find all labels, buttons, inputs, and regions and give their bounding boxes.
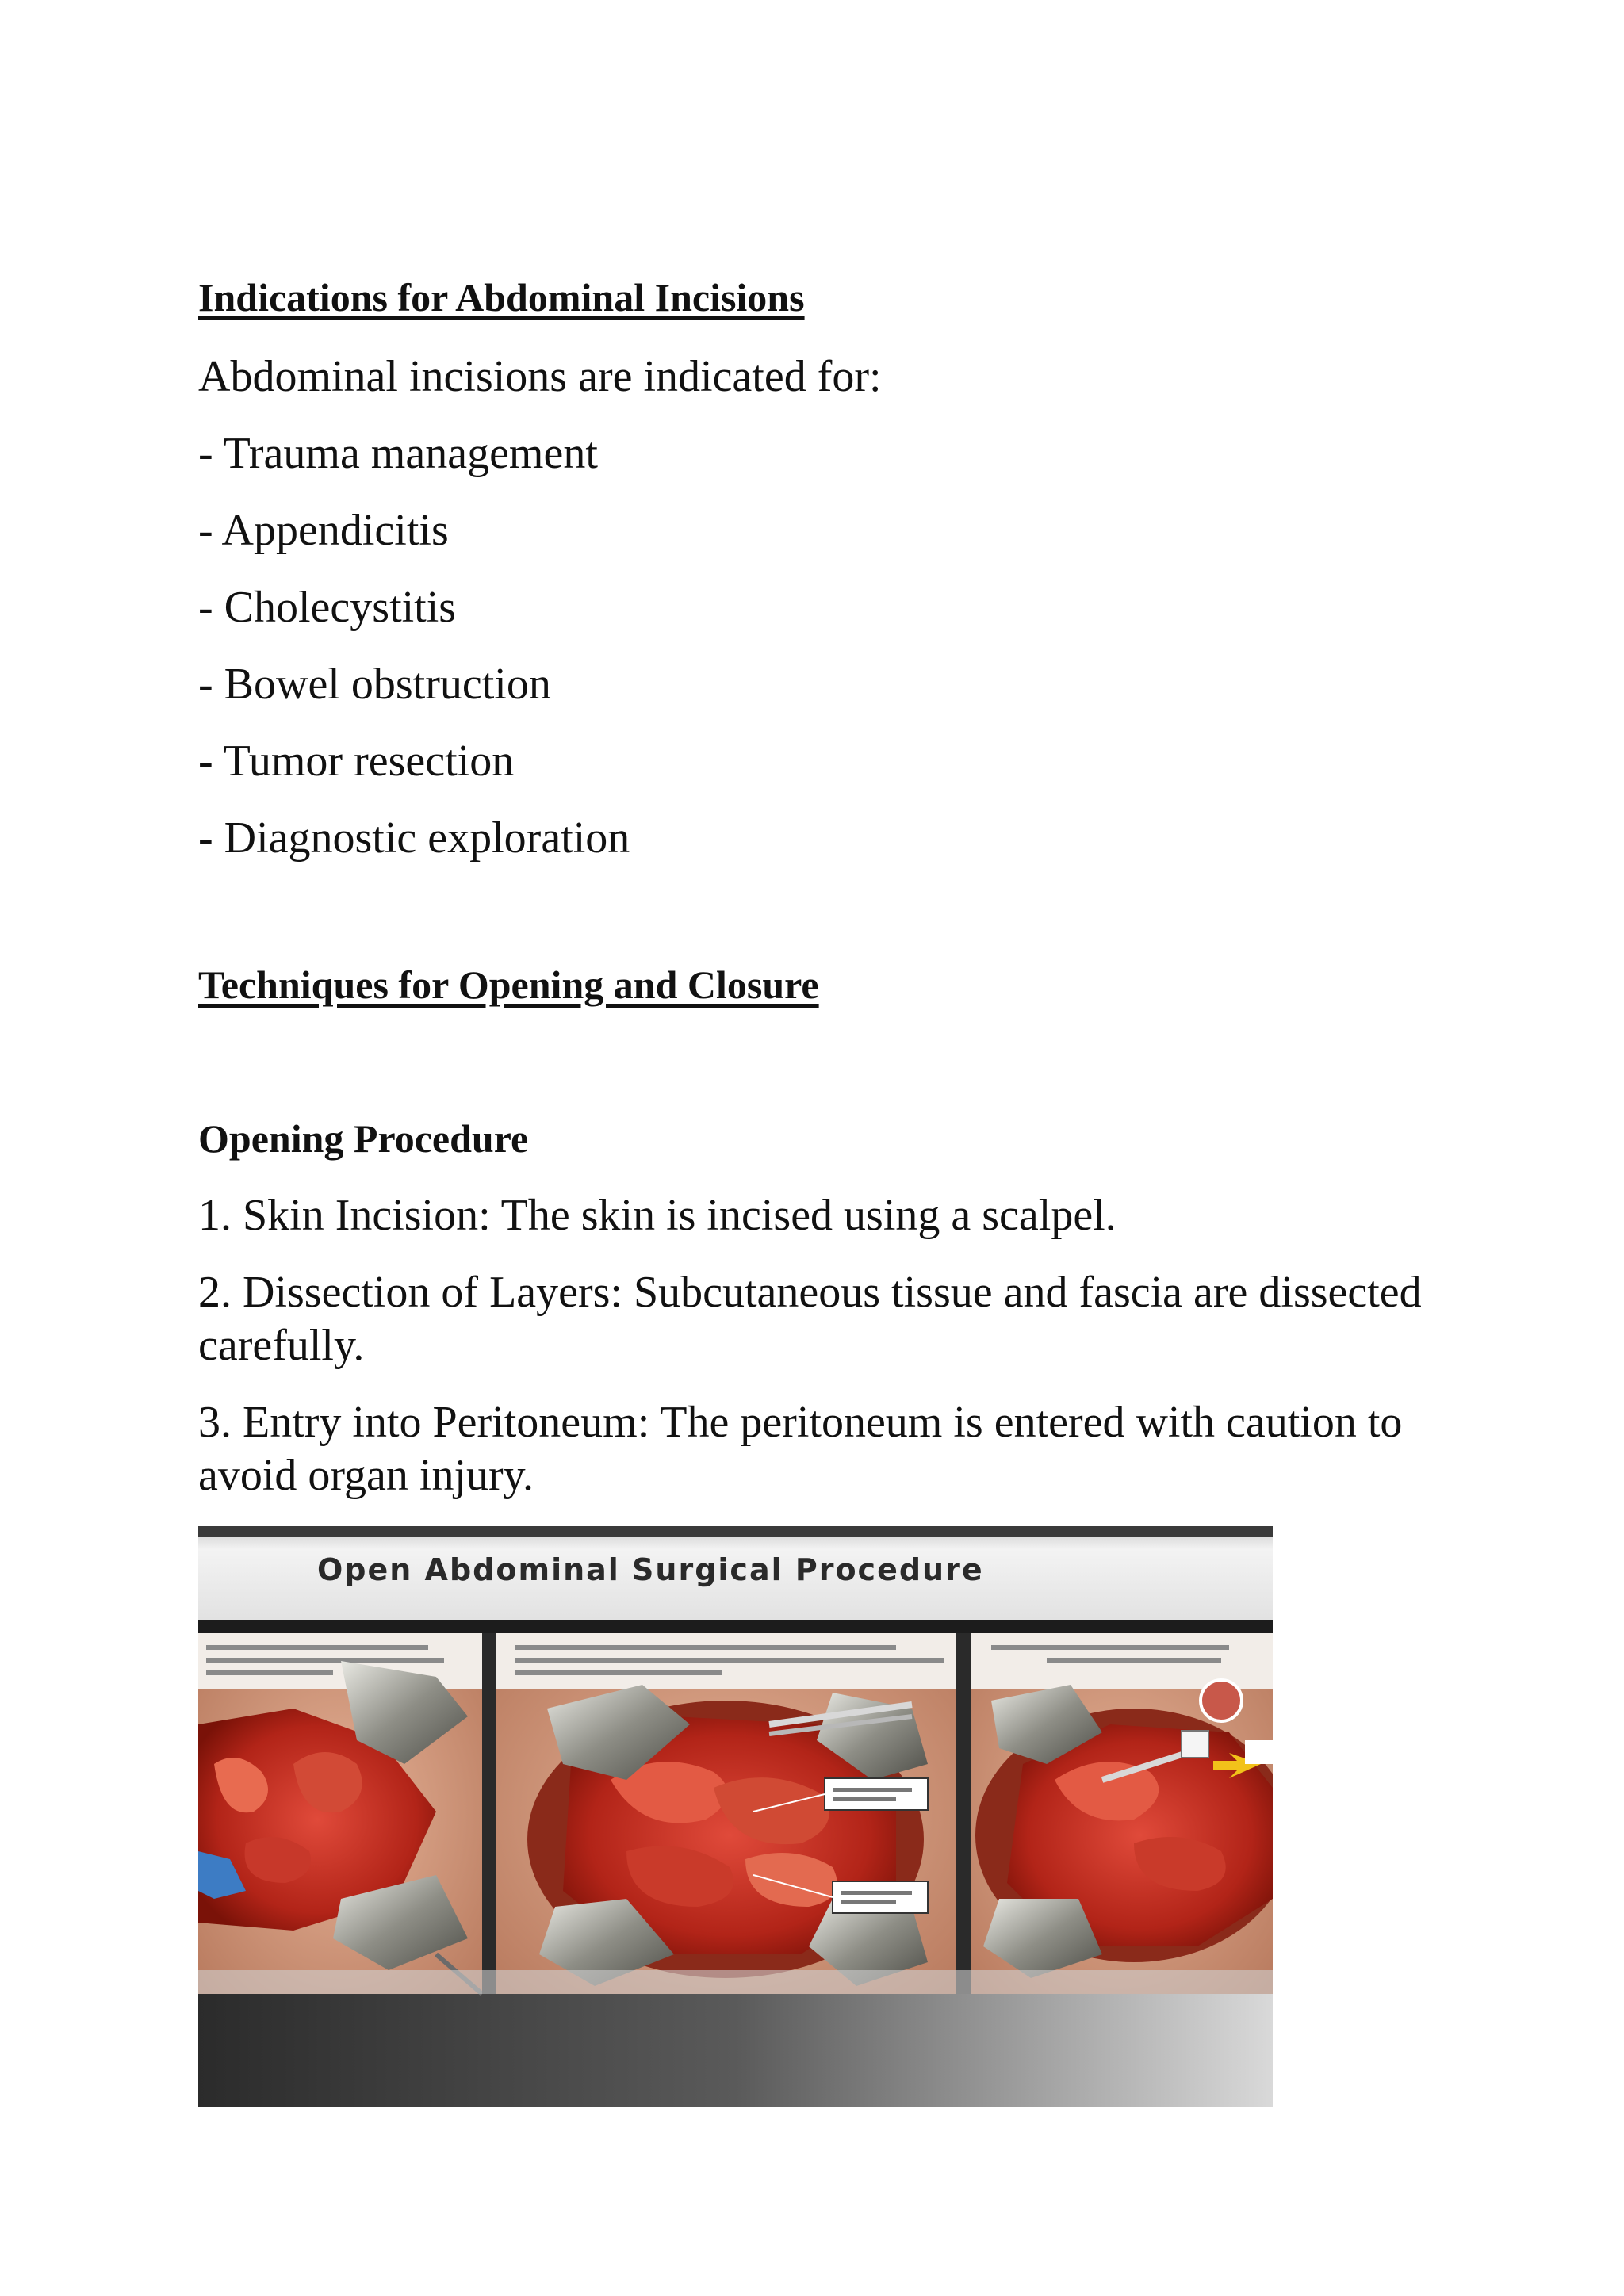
indications-intro: Abdominal incisions are indicated for: [198, 352, 882, 401]
panel-middle-label-2 [833, 1881, 928, 1913]
opening-heading: Opening Procedure [198, 1116, 529, 1161]
panel-right-specimen [1201, 1680, 1242, 1721]
indications-heading: Indications for Abdominal Incisions [198, 275, 805, 320]
panel-middle [496, 1633, 956, 1994]
panel-middle-label-1 [825, 1778, 928, 1810]
list-item: - Trauma management [198, 429, 598, 478]
surgical-illustration [198, 1526, 1273, 2107]
figure-top-border [198, 1526, 1273, 1537]
list-item: - Tumor resection [198, 737, 515, 786]
list-item: - Appendicitis [198, 506, 449, 555]
figure-title: Open Abdominal Surgical Procedure [317, 1552, 984, 1587]
surgical-procedure-figure [198, 1526, 1273, 2107]
panel-right-label [1245, 1740, 1273, 1764]
opening-step: 2. Dissection of Layers: Subcutaneous tissue and fascia are dissected carefully. [198, 1268, 1422, 1370]
panel-right-gauze [1182, 1731, 1208, 1758]
opening-step: 1. Skin Incision: The skin is incised using a scalpel. [198, 1191, 1116, 1240]
panel-right [971, 1633, 1273, 1994]
list-item: - Diagnostic exploration [198, 813, 630, 863]
panel-left [198, 1633, 482, 1994]
techniques-heading: Techniques for Opening and Closure [198, 962, 819, 1007]
opening-step: 3. Entry into Peritoneum: The peritoneum is entered with caution to avoid organ injury. [198, 1398, 1403, 1500]
list-item: - Cholecystitis [198, 583, 457, 632]
list-item: - Bowel obstruction [198, 660, 551, 709]
ruler-strip [198, 1970, 1273, 1994]
